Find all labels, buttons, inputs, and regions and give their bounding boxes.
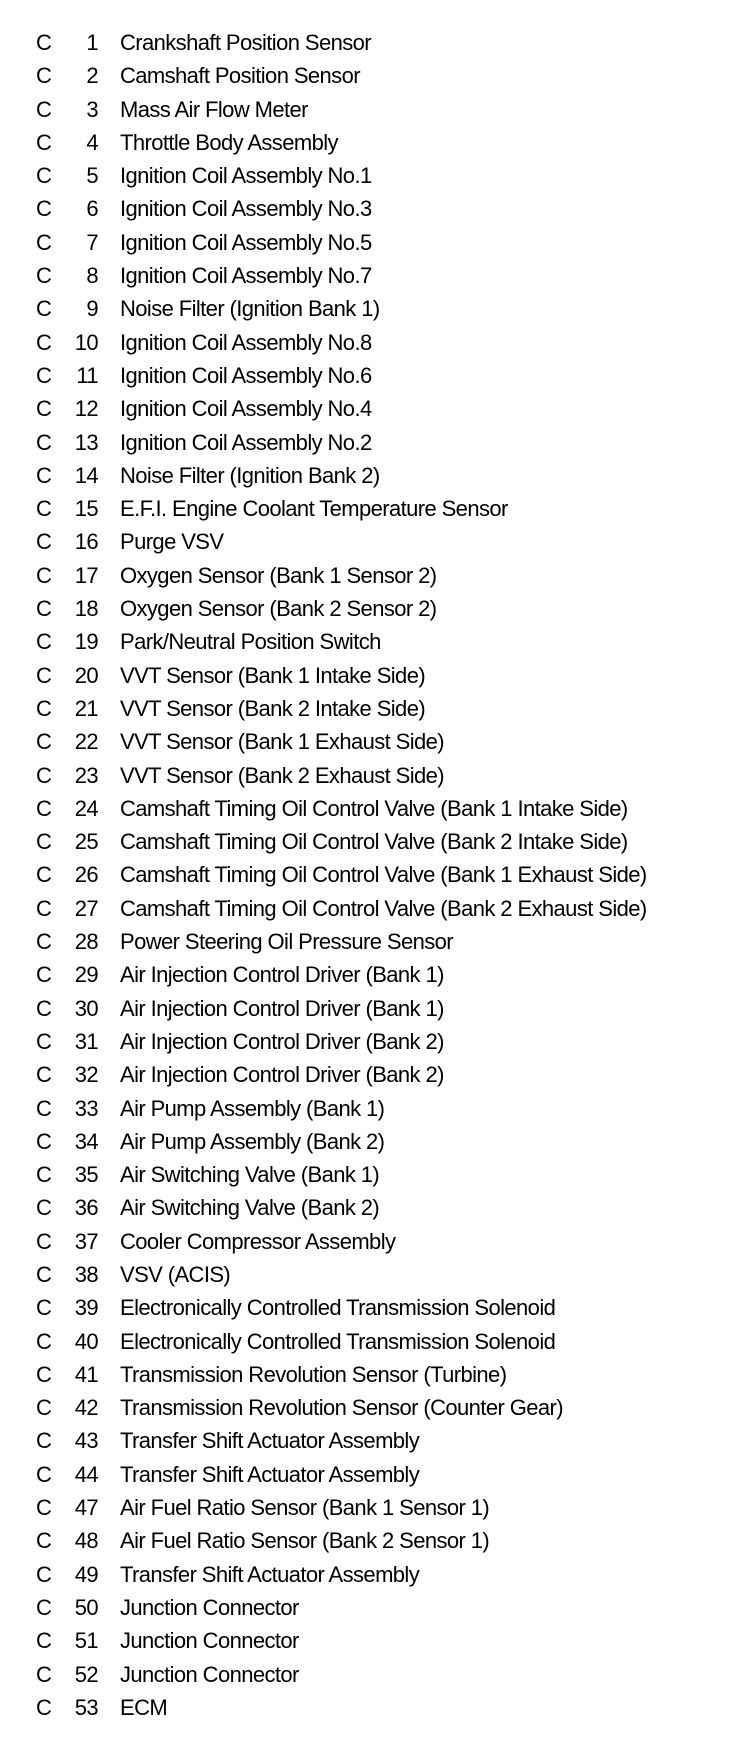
connector-prefix: C <box>36 1528 52 1554</box>
connector-number: 21 <box>74 695 98 721</box>
connector-row <box>0 93 752 126</box>
connector-row <box>0 1191 752 1224</box>
connector-row <box>0 1558 752 1591</box>
connector-row <box>0 1291 752 1324</box>
connector-name: VSV (ACIS) <box>120 1261 231 1287</box>
connector-number: 35 <box>74 1162 98 1188</box>
connector-row <box>0 1491 752 1524</box>
connector-name: Air Fuel Ratio Sensor (Bank 2 Sensor 1) <box>120 1528 490 1554</box>
connector-row <box>0 592 752 625</box>
connector-name: VVT Sensor (Bank 1 Intake Side) <box>120 662 426 688</box>
connector-number: 20 <box>74 662 98 688</box>
connector-name: E.F.I. Engine Coolant Temperature Sensor <box>120 496 508 522</box>
connector-name: Transmission Revolution Sensor (Counter Gear) <box>120 1395 563 1421</box>
connector-row <box>0 525 752 558</box>
connector-prefix: C <box>36 396 52 422</box>
connector-row <box>0 825 752 858</box>
connector-name: Cooler Compressor Assembly <box>120 1228 396 1254</box>
connector-name: Throttle Body Assembly <box>120 129 338 155</box>
connector-number: 1 <box>86 30 98 55</box>
connector-row <box>0 1524 752 1557</box>
connector-number: 39 <box>74 1295 98 1321</box>
connector-prefix: C <box>36 762 52 788</box>
connector-row <box>0 925 752 958</box>
connector-prefix: C <box>36 562 52 588</box>
connector-prefix: C <box>36 263 52 289</box>
connector-prefix: C <box>36 296 52 322</box>
connector-name: Crankshaft Position Sensor <box>120 30 371 55</box>
connector-prefix: C <box>36 30 52 55</box>
connector-number: 8 <box>86 263 98 289</box>
connector-number: 25 <box>74 829 98 855</box>
connector-name: Transfer Shift Actuator Assembly <box>120 1428 420 1454</box>
connector-number: 38 <box>74 1261 98 1287</box>
connector-prefix: C <box>36 1062 52 1088</box>
connector-prefix: C <box>36 1261 52 1287</box>
connector-number: 12 <box>74 396 98 422</box>
connector-row <box>0 725 752 758</box>
connector-number: 28 <box>74 929 98 955</box>
connector-number: 2 <box>86 63 98 89</box>
connector-number: 18 <box>74 596 98 622</box>
connector-name: Ignition Coil Assembly No.1 <box>120 163 372 189</box>
connector-prefix: C <box>36 829 52 855</box>
connector-row <box>0 1158 752 1191</box>
connector-row <box>0 459 752 492</box>
connector-prefix: C <box>36 1661 52 1687</box>
connector-row <box>0 1424 752 1457</box>
connector-prefix: C <box>36 1561 52 1587</box>
connector-prefix: C <box>36 1195 52 1221</box>
connector-name: Mass Air Flow Meter <box>120 96 308 122</box>
connector-name: VVT Sensor (Bank 2 Intake Side) <box>120 695 426 721</box>
connector-number: 14 <box>74 462 98 488</box>
connector-row <box>0 1691 752 1724</box>
connector-prefix: C <box>36 1628 52 1654</box>
connector-prefix: C <box>36 362 52 388</box>
connector-number: 51 <box>74 1628 98 1654</box>
connector-name: Transmission Revolution Sensor (Turbine) <box>120 1361 507 1387</box>
connector-prefix: C <box>36 1328 52 1354</box>
connector-number: 24 <box>74 795 98 821</box>
connector-number: 34 <box>74 1128 98 1154</box>
connector-row <box>0 1125 752 1158</box>
connector-name: Air Pump Assembly (Bank 1) <box>120 1095 385 1121</box>
connector-prefix: C <box>36 596 52 622</box>
connector-row <box>0 958 752 991</box>
connector-row <box>0 759 752 792</box>
connector-row <box>0 559 752 592</box>
connector-number: 4 <box>86 129 98 155</box>
connector-name: Ignition Coil Assembly No.5 <box>120 229 372 255</box>
connector-row <box>0 426 752 459</box>
connector-number: 7 <box>86 229 98 255</box>
connector-row <box>0 625 752 658</box>
connector-row <box>0 1058 752 1091</box>
connector-name: Air Switching Valve (Bank 1) <box>120 1162 380 1188</box>
connector-name: Oxygen Sensor (Bank 1 Sensor 2) <box>120 562 437 588</box>
connector-prefix: C <box>36 96 52 122</box>
connector-row <box>0 126 752 159</box>
connector-number: 13 <box>74 429 98 455</box>
connector-number: 53 <box>74 1694 98 1720</box>
connector-row <box>0 692 752 725</box>
connector-prefix: C <box>36 129 52 155</box>
connector-prefix: C <box>36 63 52 89</box>
connector-prefix: C <box>36 163 52 189</box>
connector-number: 6 <box>86 196 98 222</box>
connector-name: Ignition Coil Assembly No.4 <box>120 396 372 422</box>
connector-row <box>0 1325 752 1358</box>
connector-prefix: C <box>36 496 52 522</box>
connector-name: Camshaft Timing Oil Control Valve (Bank 1 Intake Side) <box>120 795 628 821</box>
connector-number: 37 <box>74 1228 98 1254</box>
connector-name: Junction Connector <box>120 1661 299 1687</box>
connector-name: Air Injection Control Driver (Bank 2) <box>120 1062 444 1088</box>
connector-number: 50 <box>74 1594 98 1620</box>
connector-prefix: C <box>36 1128 52 1154</box>
connector-prefix: C <box>36 1028 52 1054</box>
connector-row <box>0 259 752 292</box>
connector-name: VVT Sensor (Bank 2 Exhaust Side) <box>120 762 445 788</box>
connector-row <box>0 1624 752 1657</box>
connector-row <box>0 59 752 92</box>
connector-name: Ignition Coil Assembly No.8 <box>120 329 372 355</box>
connector-prefix: C <box>36 1228 52 1254</box>
connector-list <box>0 26 752 1724</box>
connector-number: 16 <box>74 529 98 555</box>
connector-number: 3 <box>86 96 98 122</box>
connector-prefix: C <box>36 729 52 755</box>
connector-name: Ignition Coil Assembly No.3 <box>120 196 372 222</box>
connector-row <box>0 26 752 59</box>
connector-prefix: C <box>36 1461 52 1487</box>
connector-prefix: C <box>36 995 52 1021</box>
connector-number: 26 <box>74 862 98 888</box>
connector-prefix: C <box>36 462 52 488</box>
connector-name: Air Pump Assembly (Bank 2) <box>120 1128 385 1154</box>
connector-number: 52 <box>74 1661 98 1687</box>
connector-prefix: C <box>36 629 52 655</box>
connector-name: Noise Filter (Ignition Bank 2) <box>120 462 380 488</box>
connector-row <box>0 858 752 891</box>
connector-prefix: C <box>36 329 52 355</box>
connector-row <box>0 1025 752 1058</box>
connector-name: Camshaft Timing Oil Control Valve (Bank 2 Intake Side) <box>120 829 628 855</box>
connector-name: ECM <box>120 1694 168 1720</box>
connector-row <box>0 1391 752 1424</box>
connector-name: Air Injection Control Driver (Bank 2) <box>120 1028 444 1054</box>
connector-row <box>0 292 752 325</box>
connector-prefix: C <box>36 695 52 721</box>
connector-number: 15 <box>74 496 98 522</box>
connector-number: 17 <box>74 562 98 588</box>
connector-prefix: C <box>36 1694 52 1720</box>
connector-number: 36 <box>74 1195 98 1221</box>
connector-name: Noise Filter (Ignition Bank 1) <box>120 296 380 322</box>
connector-prefix: C <box>36 229 52 255</box>
connector-prefix: C <box>36 1594 52 1620</box>
connector-name: Ignition Coil Assembly No.7 <box>120 263 372 289</box>
connector-row <box>0 226 752 259</box>
connector-prefix: C <box>36 795 52 821</box>
connector-number: 49 <box>74 1561 98 1587</box>
connector-name: Ignition Coil Assembly No.6 <box>120 362 372 388</box>
connector-name: Electronically Controlled Transmission Solenoid <box>120 1295 556 1321</box>
connector-number: 32 <box>74 1062 98 1088</box>
connector-prefix: C <box>36 662 52 688</box>
connector-prefix: C <box>36 1361 52 1387</box>
connector-name: Junction Connector <box>120 1628 299 1654</box>
connector-prefix: C <box>36 196 52 222</box>
connector-name: Transfer Shift Actuator Assembly <box>120 1461 420 1487</box>
connector-number: 10 <box>74 329 98 355</box>
connector-prefix: C <box>36 429 52 455</box>
connector-row <box>0 392 752 425</box>
connector-row <box>0 1358 752 1391</box>
connector-name: Air Injection Control Driver (Bank 1) <box>120 995 444 1021</box>
connector-prefix: C <box>36 529 52 555</box>
connector-name: Park/Neutral Position Switch <box>120 629 381 655</box>
connector-name: Air Switching Valve (Bank 2) <box>120 1195 380 1221</box>
connector-number: 27 <box>74 895 98 921</box>
connector-number: 22 <box>74 729 98 755</box>
connector-name: Camshaft Position Sensor <box>120 63 360 89</box>
connector-row <box>0 492 752 525</box>
connector-prefix: C <box>36 1395 52 1421</box>
connector-name: Oxygen Sensor (Bank 2 Sensor 2) <box>120 596 437 622</box>
connector-number: 11 <box>76 362 98 388</box>
connector-name: Power Steering Oil Pressure Sensor <box>120 929 453 955</box>
connector-row <box>0 326 752 359</box>
connector-number: 19 <box>74 629 98 655</box>
connector-row <box>0 1591 752 1624</box>
connector-name: Ignition Coil Assembly No.2 <box>120 429 372 455</box>
connector-prefix: C <box>36 929 52 955</box>
connector-row <box>0 1658 752 1691</box>
connector-name: Purge VSV <box>120 529 224 555</box>
connector-number: 9 <box>86 296 98 322</box>
connector-row <box>0 1092 752 1125</box>
connector-row <box>0 1225 752 1258</box>
connector-name: Camshaft Timing Oil Control Valve (Bank 1 Exhaust Side) <box>120 862 647 888</box>
connector-row <box>0 1258 752 1291</box>
connector-row <box>0 792 752 825</box>
connector-prefix: C <box>36 862 52 888</box>
connector-number: 42 <box>74 1395 98 1421</box>
connector-number: 29 <box>74 962 98 988</box>
connector-prefix: C <box>36 1162 52 1188</box>
connector-prefix: C <box>36 1428 52 1454</box>
connector-row <box>0 1458 752 1491</box>
connector-prefix: C <box>36 1295 52 1321</box>
connector-number: 41 <box>74 1361 98 1387</box>
connector-name: Camshaft Timing Oil Control Valve (Bank 2 Exhaust Side) <box>120 895 647 921</box>
connector-name: Electronically Controlled Transmission Solenoid <box>120 1328 556 1354</box>
connector-number: 5 <box>86 163 98 189</box>
connector-row <box>0 159 752 192</box>
connector-number: 44 <box>74 1461 98 1487</box>
connector-prefix: C <box>36 962 52 988</box>
connector-number: 31 <box>74 1028 98 1054</box>
connector-prefix: C <box>36 895 52 921</box>
connector-row <box>0 892 752 925</box>
connector-number: 30 <box>74 995 98 1021</box>
connector-row <box>0 659 752 692</box>
connector-row <box>0 992 752 1025</box>
connector-prefix: C <box>36 1095 52 1121</box>
connector-name: Air Injection Control Driver (Bank 1) <box>120 962 444 988</box>
connector-name: Transfer Shift Actuator Assembly <box>120 1561 420 1587</box>
connector-number: 33 <box>74 1095 98 1121</box>
connector-row <box>0 359 752 392</box>
connector-name: VVT Sensor (Bank 1 Exhaust Side) <box>120 729 445 755</box>
connector-number: 23 <box>74 762 98 788</box>
connector-number: 40 <box>74 1328 98 1354</box>
connector-prefix: C <box>36 1495 52 1521</box>
connector-name: Air Fuel Ratio Sensor (Bank 1 Sensor 1) <box>120 1495 490 1521</box>
connector-name: Junction Connector <box>120 1594 299 1620</box>
connector-number: 48 <box>74 1528 98 1554</box>
connector-number: 47 <box>74 1495 98 1521</box>
connector-row <box>0 192 752 225</box>
connector-number: 43 <box>74 1428 98 1454</box>
